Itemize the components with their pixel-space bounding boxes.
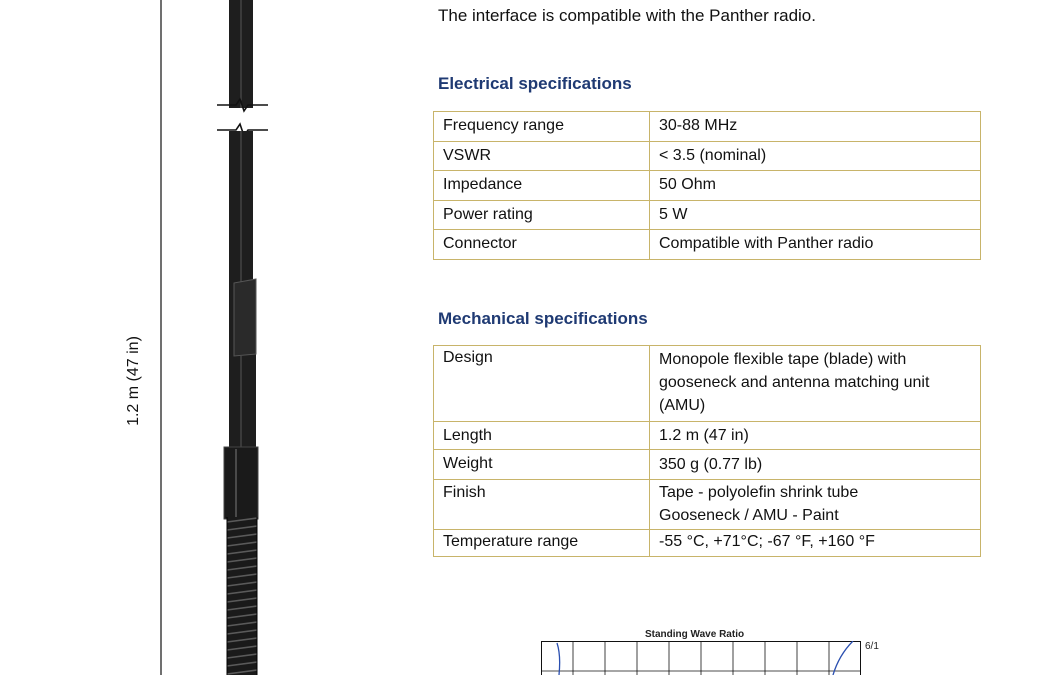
- table-row: [434, 450, 981, 480]
- gooseneck-spring: [227, 517, 257, 675]
- table-row: [434, 422, 981, 450]
- spec-label: Finish: [434, 480, 650, 530]
- spec-value: -55 °C, +71°C; -67 °F, +160 °F: [650, 530, 981, 557]
- swr-curve-right: [833, 641, 853, 675]
- intro-text: The interface is compatible with the Panther radio.: [438, 6, 816, 25]
- table-row: [434, 141, 981, 171]
- spec-value: 30-88 MHz: [650, 112, 981, 142]
- table-row: [434, 200, 981, 230]
- mechanical-specs-heading: Mechanical specifications: [438, 309, 648, 328]
- table-row: [434, 112, 981, 142]
- spec-label: Power rating: [434, 200, 650, 230]
- table-row: [434, 346, 981, 422]
- spec-value: < 3.5 (nominal): [650, 141, 981, 171]
- spec-value: 5 W: [650, 200, 981, 230]
- swr-chart-title: Standing Wave Ratio: [645, 629, 745, 640]
- spec-label: VSWR: [434, 141, 650, 171]
- spec-label: Weight: [434, 450, 650, 480]
- spec-label: Impedance: [434, 171, 650, 201]
- spec-value: Tape - polyolefin shrink tube Gooseneck / AMU - Paint: [650, 480, 981, 530]
- spec-value: Monopole flexible tape (blade) with gooseneck and antenna matching unit (AMU): [650, 346, 981, 422]
- spec-label: Design: [434, 346, 650, 422]
- spec-label: Temperature range: [434, 530, 650, 557]
- swr-chart-grid: [541, 641, 861, 675]
- spec-value: Compatible with Panther radio: [650, 230, 981, 260]
- table-row: [434, 530, 981, 557]
- spec-value: 350 g (0.77 lb): [650, 450, 981, 480]
- electrical-specs-heading: Electrical specifications: [438, 74, 632, 93]
- antenna-tape: [217, 0, 268, 286]
- electrical-specs-table: [433, 111, 981, 260]
- antenna-drawing: [0, 0, 420, 675]
- spec-label: Length: [434, 422, 650, 450]
- table-row: [434, 480, 981, 530]
- swr-curve-left: [557, 643, 560, 675]
- dimension-label: 1.2 m (47 in): [125, 336, 142, 426]
- spec-label: Connector: [434, 230, 650, 260]
- swr-ratio-label: 6/1: [865, 641, 879, 652]
- gooseneck-collar: [224, 447, 258, 519]
- table-row: [434, 171, 981, 201]
- table-row: [434, 230, 981, 260]
- mechanical-specs-table: [433, 345, 981, 557]
- antenna-shrink-tube: [229, 279, 256, 453]
- spec-value: 50 Ohm: [650, 171, 981, 201]
- spec-label: Frequency range: [434, 112, 650, 142]
- spec-value: 1.2 m (47 in): [650, 422, 981, 450]
